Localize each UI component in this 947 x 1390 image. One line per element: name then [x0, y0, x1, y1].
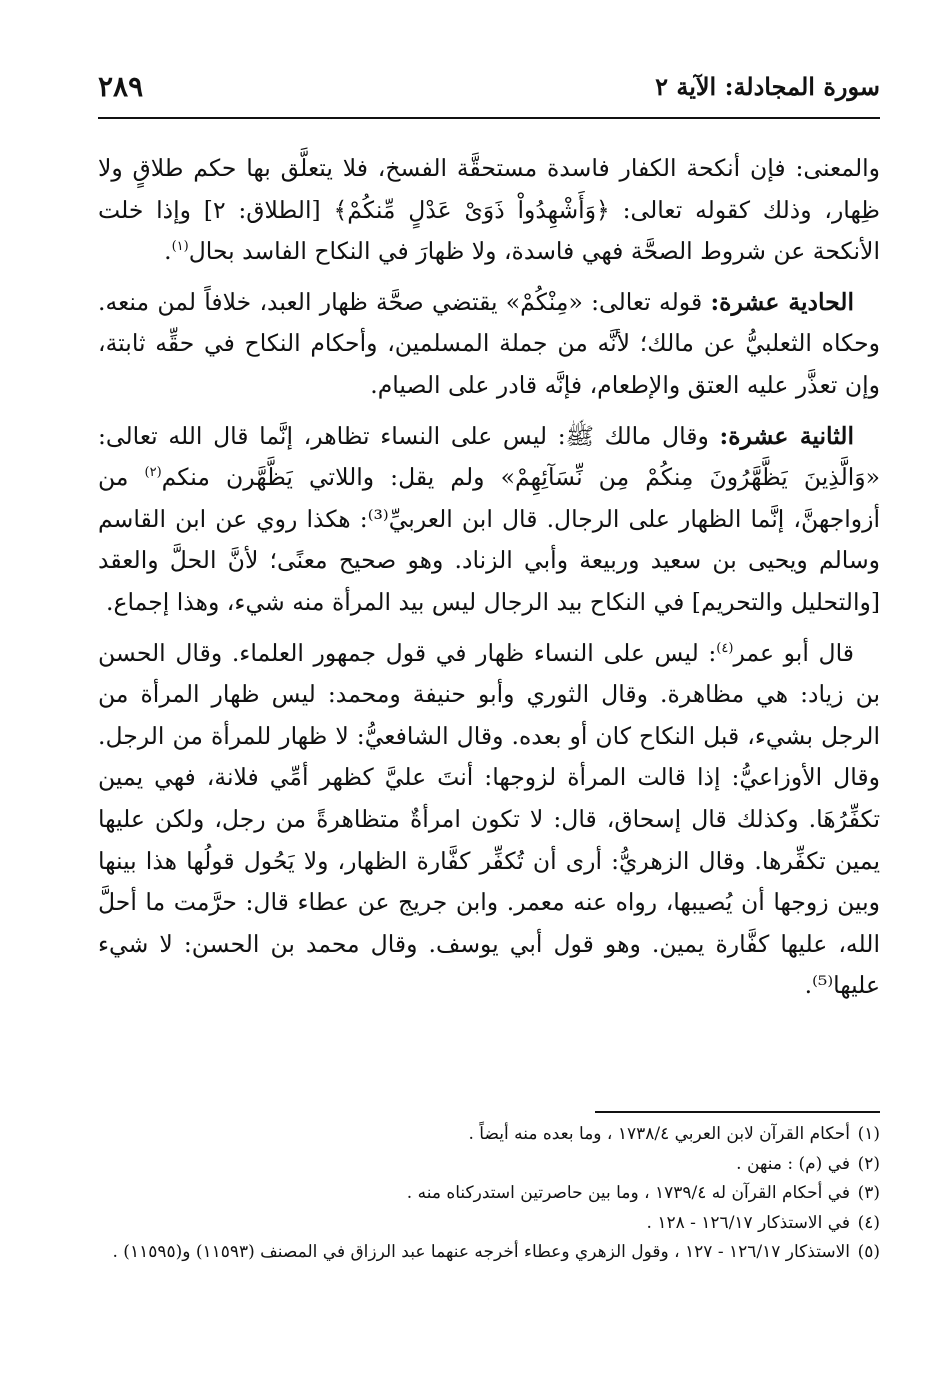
main-text: [98, 148, 880, 1016]
section-lead: الحادية عشرة:: [710, 287, 854, 316]
footnote-ref: (٢): [144, 465, 162, 481]
paragraph-eleventh: [98, 282, 880, 407]
footnote-3: [98, 1179, 880, 1209]
footnote-2: [98, 1150, 880, 1180]
page-header: [98, 70, 880, 110]
footnote-text: الاستذكار ١٢٦/١٧ - ١٢٧ ، وقول الزهري وعطاء أخرجه عنهما عبد الرزاق في المصنف (١١٥٩٣) و(١١٥٩٥) .: [112, 1242, 850, 1262]
paragraph-twelfth: [98, 416, 880, 624]
footnote-text: في أحكام القرآن له ١٧٣٩/٤ ، وما بين حاصرتين استدركناه منه .: [406, 1183, 850, 1203]
footnote-1: [98, 1120, 880, 1150]
footnotes: [98, 1120, 880, 1268]
paragraph-text: وقال مالك ﷺ: ليس على النساء تظاهر، إنَّما قال الله تعالى: «وَالَّذِينَ يَظَّهَّرُونَ مِنكُمْ مِن نِّسَآئِهِمْ» ولم يقل: واللاتي يَظَّهَّرن منكم: [98, 421, 880, 492]
page-number: ٢٨٩: [98, 70, 144, 103]
paragraph-tail: .: [164, 237, 172, 266]
paragraph-meaning: [98, 148, 880, 273]
footnote-divider: [595, 1111, 880, 1113]
footnote-ref: (٤): [716, 640, 734, 656]
footnote-text: في الاستذكار ١٢٦/١٧ - ١٢٨ .: [646, 1212, 850, 1233]
paragraph-text: والمعنى: فإن أنكحة الكفار فاسدة مستحقَّة الفسخ، فلا يتعلَّق بها حكم طلاقٍ ولا ظِهار، وذلك كقوله تعالى: ﴿وَأَشْهِدُواْ ذَوَىْ عَدْلٍ مِّنكُمْ﴾ [الطلاق: ٢] وإذا خلت الأنكحة عن شروط الصحَّة فهي فاسدة، ولا ظهارَ في النكاح الفاسد بحال: [98, 154, 880, 266]
paragraph-tail: : ليس على النساء ظهار في قول جمهور العلماء. وقال الحسن بن زياد: هي مظاهرة. وقال الثوري وأبو حنيفة ومحمد: ليس ظهار المرأة من الرجل بشيء، قبل النكاح كان أو بعده. وقال الشافعيُّ: لا ظهار للمرأة من الرجل. وقال الأوزاعيُّ: إذا قالت المرأة لزوجها: أنتَ عليَّ كظهر أمِّي فلانة، فهي يمين تكفِّرُهَا. وكذلك قال إسحاق، قال: لا تكون امرأةٌ متظاهرةً من رجل، ولكن عليها يمين تكفِّرها. وقال الزهريُّ: أرى أن تُكفِّر كفَّارة الظهار، ولا يَحُول قولُها هذا بينها وبين زوجها أن يُصيبها، رواه عنه معمر. وابن جريج عن عطاء قال: حرَّمت ما أحلَّ الله، عليها كفَّارة يمين. وهو قول أبي يوسف. وقال محمد بن الحسن: لا شيء عليها⁽⁵⁾.: [98, 638, 880, 1000]
footnote-number: (٣): [857, 1183, 880, 1203]
section-lead: الثانية عشرة:: [719, 421, 854, 450]
footnote-number: (٢): [857, 1153, 880, 1174]
footnote-number: (١): [857, 1124, 880, 1144]
paragraph-text: قال أبو عمر: [733, 638, 854, 667]
footnote-5: [98, 1238, 880, 1268]
running-title: سورة المجادلة: الآية ٢: [655, 72, 880, 101]
header-divider: [98, 117, 880, 119]
footnote-4: [98, 1209, 880, 1239]
paragraph-tail: من أزواجهنَّ، إنَّما الظهار على الرجال. قال ابن العربيِّ⁽³⁾: هكذا روي عن ابن القاسم وسالم ويحيى بن سعيد وربيعة وأبي الزناد. وهو صحيح معنًى؛ لأنَّ الحلَّ والعقد [والتحليل والتحريم] في النكاح بيد الرجال ليس بيد المرأة منه شيء، وهذا إجماع.: [98, 463, 880, 616]
paragraph-text: قوله تعالى: «مِنْكُمْ» يقتضي صحَّة ظهار العبد، خلافاً لمن منعه. وحكاه الثعلبيُّ عن مالك؛ لأنَّه من جملة المسلمين، وأحكام النكاح في حقِّه ثابتة، وإن تعذَّر عليه العتق والإطعام، فإنَّه قادر على الصيام.: [98, 287, 880, 399]
footnote-number: (٥): [857, 1242, 880, 1262]
footnote-text: في (م) : منهن .: [736, 1153, 850, 1174]
footnote-text: أحكام القرآن لابن العربي ١٧٣٨/٤ ، وما بعده منه أيضاً .: [468, 1124, 850, 1144]
footnote-ref: (١): [171, 239, 189, 255]
paragraph-abu-umar: [98, 633, 880, 1007]
footnote-number: (٤): [857, 1212, 880, 1233]
